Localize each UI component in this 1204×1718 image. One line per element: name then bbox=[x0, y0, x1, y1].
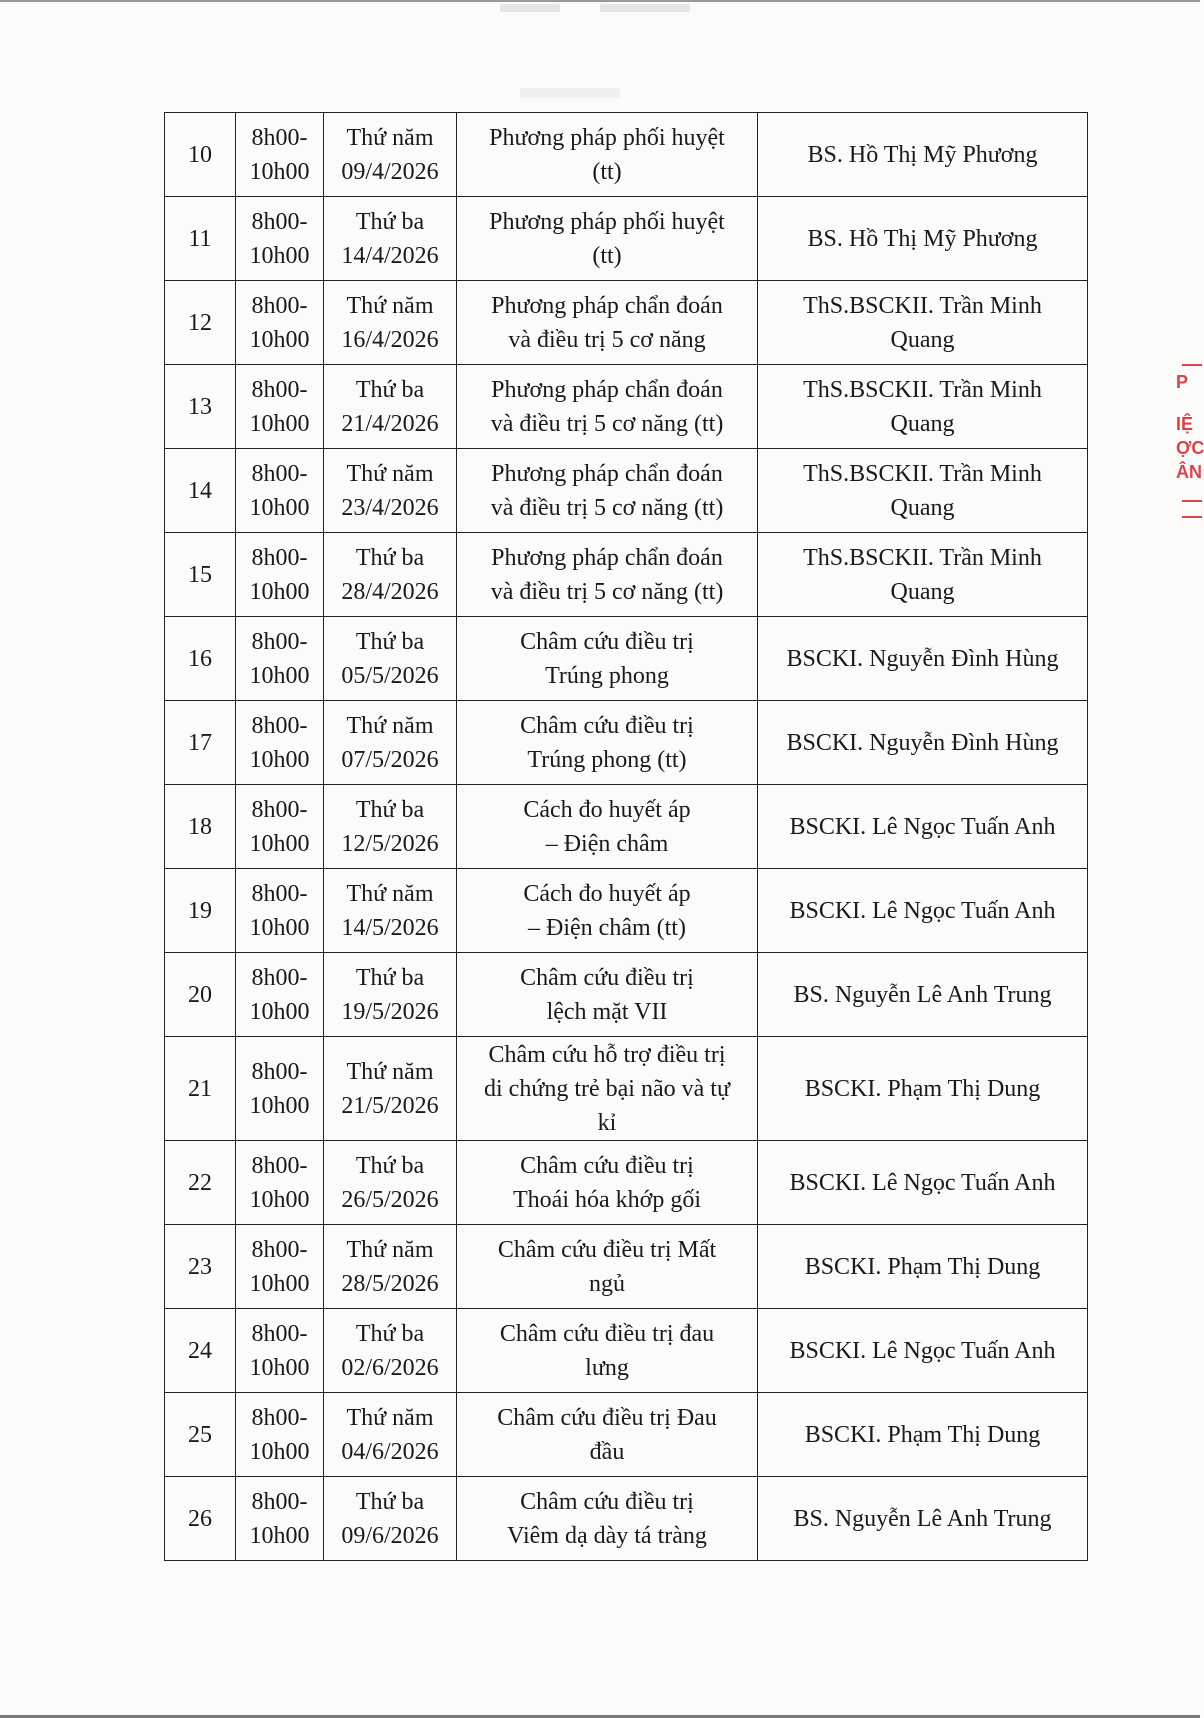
page-top-edge bbox=[0, 0, 1200, 2]
date-line: 07/5/2026 bbox=[341, 746, 439, 773]
time-slot-line: 10h00 bbox=[249, 326, 310, 353]
time-slot-line: 8h00- bbox=[251, 1236, 308, 1263]
time-slot-line: 8h00- bbox=[251, 1058, 308, 1085]
table-row bbox=[165, 281, 1088, 365]
row-number-text: 23 bbox=[188, 1253, 212, 1280]
date-cell bbox=[324, 113, 457, 197]
topic-cell bbox=[457, 533, 758, 617]
row-number-cell bbox=[165, 869, 236, 953]
topic-line: Phương pháp chẩn đoán bbox=[491, 544, 723, 571]
date-cell bbox=[324, 449, 457, 533]
date-line: Thứ ba bbox=[355, 1488, 425, 1515]
row-number-cell bbox=[165, 1477, 236, 1561]
lecturer-cell bbox=[758, 1141, 1088, 1225]
lecturer-cell bbox=[758, 869, 1088, 953]
time-slot-cell bbox=[236, 869, 324, 953]
row-number-text: 26 bbox=[188, 1505, 212, 1532]
time-slot-line: 10h00 bbox=[249, 998, 310, 1025]
row-number-text: 20 bbox=[188, 981, 212, 1008]
lecturer-line: ThS.BSCKII. Trần Minh bbox=[803, 292, 1042, 319]
lecturer-cell bbox=[758, 953, 1088, 1037]
topic-cell bbox=[457, 197, 758, 281]
date-line: Thứ ba bbox=[355, 1152, 425, 1179]
lecturer-line: BSCKI. Lê Ngọc Tuấn Anh bbox=[789, 1337, 1056, 1364]
time-slot-line: 10h00 bbox=[249, 158, 310, 185]
date-line: 19/5/2026 bbox=[341, 998, 439, 1025]
date-line: Thứ năm bbox=[346, 712, 434, 739]
lecturer-cell bbox=[758, 1225, 1088, 1309]
time-slot-cell bbox=[236, 785, 324, 869]
lecturer-line: BSCKI. Nguyễn Đình Hùng bbox=[786, 645, 1059, 672]
table-row bbox=[165, 869, 1088, 953]
date-cell bbox=[324, 1037, 457, 1141]
row-number-cell bbox=[165, 365, 236, 449]
date-line: 26/5/2026 bbox=[341, 1186, 439, 1213]
table-row bbox=[165, 533, 1088, 617]
stamp-text: P bbox=[1176, 372, 1189, 392]
date-cell bbox=[324, 365, 457, 449]
lecturer-line: BS. Hồ Thị Mỹ Phương bbox=[807, 225, 1038, 252]
table-row bbox=[165, 1309, 1088, 1393]
time-slot-line: 10h00 bbox=[249, 410, 310, 437]
topic-line: Cách đo huyết áp bbox=[523, 796, 691, 823]
row-number-cell bbox=[165, 1309, 236, 1393]
topic-line: Trúng phong bbox=[545, 662, 669, 689]
time-slot-line: 10h00 bbox=[249, 578, 310, 605]
time-slot-cell bbox=[236, 1141, 324, 1225]
topic-line: Phương pháp chẩn đoán bbox=[491, 376, 723, 403]
row-number-text: 25 bbox=[188, 1421, 212, 1448]
topic-line: Phương pháp chẩn đoán bbox=[491, 460, 723, 487]
topic-cell bbox=[457, 1393, 758, 1477]
topic-line: ngủ bbox=[589, 1270, 625, 1297]
topic-cell bbox=[457, 869, 758, 953]
stamp-rule bbox=[1182, 500, 1202, 502]
lecturer-cell bbox=[758, 1309, 1088, 1393]
date-line: 09/4/2026 bbox=[341, 158, 439, 185]
topic-cell bbox=[457, 113, 758, 197]
date-line: 14/5/2026 bbox=[341, 914, 439, 941]
time-slot-line: 8h00- bbox=[251, 628, 308, 655]
topic-line: Cách đo huyết áp bbox=[523, 880, 691, 907]
time-slot-line: 10h00 bbox=[249, 1354, 310, 1381]
time-slot-line: 8h00- bbox=[251, 376, 308, 403]
time-slot-cell bbox=[236, 533, 324, 617]
lecturer-cell bbox=[758, 113, 1088, 197]
topic-line: (tt) bbox=[592, 242, 622, 269]
date-line: Thứ năm bbox=[346, 460, 434, 487]
row-number-cell bbox=[165, 785, 236, 869]
date-line: 28/4/2026 bbox=[341, 578, 439, 605]
topic-cell bbox=[457, 953, 758, 1037]
date-cell bbox=[324, 701, 457, 785]
topic-cell bbox=[457, 1477, 758, 1561]
row-number-text: 19 bbox=[188, 897, 212, 924]
time-slot-line: 8h00- bbox=[251, 796, 308, 823]
time-slot-line: 10h00 bbox=[249, 1522, 310, 1549]
topic-line: Phương pháp phối huyệt bbox=[489, 208, 725, 235]
table-row bbox=[165, 617, 1088, 701]
row-number-text: 24 bbox=[188, 1337, 212, 1364]
lecturer-line: BS. Hồ Thị Mỹ Phương bbox=[807, 141, 1038, 168]
date-line: Thứ năm bbox=[346, 880, 434, 907]
topic-line: và điều trị 5 cơ năng (tt) bbox=[490, 578, 724, 605]
time-slot-line: 10h00 bbox=[249, 242, 310, 269]
date-cell bbox=[324, 953, 457, 1037]
scan-smudge bbox=[520, 88, 620, 98]
topic-cell bbox=[457, 1141, 758, 1225]
table-row bbox=[165, 449, 1088, 533]
row-number-cell bbox=[165, 533, 236, 617]
date-cell bbox=[324, 1393, 457, 1477]
date-line: Thứ năm bbox=[346, 1236, 434, 1263]
date-line: Thứ ba bbox=[355, 376, 425, 403]
stamp-text: ÂN bbox=[1176, 462, 1202, 482]
topic-cell bbox=[457, 281, 758, 365]
topic-line: Phương pháp chẩn đoán bbox=[491, 292, 723, 319]
row-number-cell bbox=[165, 1393, 236, 1477]
time-slot-line: 8h00- bbox=[251, 1320, 308, 1347]
topic-cell bbox=[457, 1037, 758, 1141]
table-row bbox=[165, 701, 1088, 785]
date-line: Thứ ba bbox=[355, 964, 425, 991]
date-line: 21/5/2026 bbox=[341, 1092, 439, 1119]
row-number-cell bbox=[165, 1225, 236, 1309]
time-slot-line: 8h00- bbox=[251, 880, 308, 907]
lecturer-cell bbox=[758, 197, 1088, 281]
time-slot-cell bbox=[236, 1393, 324, 1477]
topic-line: – Điện châm bbox=[545, 830, 669, 857]
topic-line: – Điện châm (tt) bbox=[528, 914, 686, 941]
time-slot-line: 10h00 bbox=[249, 914, 310, 941]
date-line: Thứ năm bbox=[346, 292, 434, 319]
date-line: 12/5/2026 bbox=[341, 830, 439, 857]
lecturer-cell bbox=[758, 1037, 1088, 1141]
topic-line: lệch mặt VII bbox=[546, 998, 668, 1025]
red-stamp-fragment bbox=[1172, 360, 1204, 570]
lecturer-line: BSCKI. Phạm Thị Dung bbox=[804, 1421, 1041, 1448]
date-line: Thứ ba bbox=[355, 796, 425, 823]
date-line: 04/6/2026 bbox=[341, 1438, 439, 1465]
row-number-cell bbox=[165, 1141, 236, 1225]
date-line: 16/4/2026 bbox=[341, 326, 439, 353]
topic-cell bbox=[457, 365, 758, 449]
row-number-cell bbox=[165, 1037, 236, 1141]
time-slot-cell bbox=[236, 197, 324, 281]
row-number-cell bbox=[165, 617, 236, 701]
topic-line: Viêm dạ dày tá tràng bbox=[507, 1522, 707, 1549]
date-line: Thứ năm bbox=[346, 124, 434, 151]
time-slot-line: 8h00- bbox=[251, 964, 308, 991]
row-number-cell bbox=[165, 281, 236, 365]
date-line: 09/6/2026 bbox=[341, 1522, 439, 1549]
table-row bbox=[165, 1225, 1088, 1309]
date-line: Thứ ba bbox=[355, 1320, 425, 1347]
time-slot-line: 8h00- bbox=[251, 124, 308, 151]
lecturer-cell bbox=[758, 281, 1088, 365]
date-cell bbox=[324, 869, 457, 953]
topic-line: di chứng trẻ bại não và tự bbox=[484, 1075, 730, 1102]
lecturer-cell bbox=[758, 533, 1088, 617]
row-number-text: 18 bbox=[188, 813, 212, 840]
date-cell bbox=[324, 1141, 457, 1225]
time-slot-cell bbox=[236, 1309, 324, 1393]
scan-smudge bbox=[600, 4, 690, 12]
time-slot-cell bbox=[236, 1037, 324, 1141]
lecturer-line: Quang bbox=[890, 410, 955, 437]
lecturer-line: ThS.BSCKII. Trần Minh bbox=[803, 460, 1042, 487]
table-row bbox=[165, 113, 1088, 197]
lecturer-line: BSCKI. Lê Ngọc Tuấn Anh bbox=[789, 813, 1056, 840]
table-row bbox=[165, 785, 1088, 869]
table-row bbox=[165, 1477, 1088, 1561]
lecturer-cell bbox=[758, 449, 1088, 533]
topic-cell bbox=[457, 701, 758, 785]
date-cell bbox=[324, 785, 457, 869]
date-line: 28/5/2026 bbox=[341, 1270, 439, 1297]
row-number-text: 17 bbox=[188, 729, 212, 756]
row-number-text: 16 bbox=[188, 645, 212, 672]
topic-line: lưng bbox=[585, 1354, 629, 1381]
date-line: 23/4/2026 bbox=[341, 494, 439, 521]
row-number-text: 15 bbox=[188, 561, 212, 588]
time-slot-line: 8h00- bbox=[251, 544, 308, 571]
date-line: 21/4/2026 bbox=[341, 410, 439, 437]
row-number-text: 12 bbox=[188, 309, 212, 336]
row-number-text: 10 bbox=[188, 141, 212, 168]
row-number-cell bbox=[165, 197, 236, 281]
row-number-text: 11 bbox=[188, 225, 212, 252]
time-slot-line: 10h00 bbox=[249, 746, 310, 773]
time-slot-cell bbox=[236, 701, 324, 785]
lecturer-cell bbox=[758, 701, 1088, 785]
date-cell bbox=[324, 533, 457, 617]
time-slot-cell bbox=[236, 449, 324, 533]
time-slot-line: 8h00- bbox=[251, 208, 308, 235]
table-row bbox=[165, 365, 1088, 449]
lecturer-line: BS. Nguyễn Lê Anh Trung bbox=[793, 981, 1052, 1008]
topic-cell bbox=[457, 785, 758, 869]
time-slot-line: 10h00 bbox=[249, 1438, 310, 1465]
date-line: 14/4/2026 bbox=[341, 242, 439, 269]
time-slot-line: 10h00 bbox=[249, 830, 310, 857]
table-row bbox=[165, 953, 1088, 1037]
lecturer-cell bbox=[758, 785, 1088, 869]
stamp-text: ỢC bbox=[1176, 438, 1204, 458]
time-slot-cell bbox=[236, 281, 324, 365]
topic-line: Châm cứu điều trị đau bbox=[499, 1320, 715, 1347]
time-slot-line: 10h00 bbox=[249, 1092, 310, 1119]
row-number-text: 21 bbox=[188, 1075, 212, 1102]
date-line: Thứ năm bbox=[346, 1404, 434, 1431]
date-line: Thứ ba bbox=[355, 628, 425, 655]
time-slot-cell bbox=[236, 1477, 324, 1561]
row-number-cell bbox=[165, 449, 236, 533]
time-slot-cell bbox=[236, 953, 324, 1037]
time-slot-cell bbox=[236, 1225, 324, 1309]
lecturer-line: BS. Nguyễn Lê Anh Trung bbox=[793, 1505, 1052, 1532]
table-row bbox=[165, 1141, 1088, 1225]
time-slot-line: 8h00- bbox=[251, 460, 308, 487]
date-cell bbox=[324, 1225, 457, 1309]
table-row bbox=[165, 1037, 1088, 1141]
date-cell bbox=[324, 197, 457, 281]
topic-line: Châm cứu điều trị bbox=[520, 628, 694, 655]
lecturer-line: ThS.BSCKII. Trần Minh bbox=[803, 544, 1042, 571]
table-row bbox=[165, 1393, 1088, 1477]
date-cell bbox=[324, 281, 457, 365]
lecturer-line: BSCKI. Phạm Thị Dung bbox=[804, 1253, 1041, 1280]
date-line: 02/6/2026 bbox=[341, 1354, 439, 1381]
row-number-cell bbox=[165, 113, 236, 197]
lecturer-cell bbox=[758, 617, 1088, 701]
topic-line: (tt) bbox=[592, 158, 622, 185]
topic-line: Châm cứu điều trị Mất bbox=[497, 1236, 717, 1263]
date-cell bbox=[324, 1309, 457, 1393]
lecturer-cell bbox=[758, 1477, 1088, 1561]
topic-line: Châm cứu điều trị bbox=[520, 964, 694, 991]
table-row bbox=[165, 197, 1088, 281]
schedule-table bbox=[164, 112, 1088, 1561]
topic-cell bbox=[457, 449, 758, 533]
lecturer-line: BSCKI. Lê Ngọc Tuấn Anh bbox=[789, 897, 1056, 924]
time-slot-line: 8h00- bbox=[251, 712, 308, 739]
lecturer-line: BSCKI. Nguyễn Đình Hùng bbox=[786, 729, 1059, 756]
date-cell bbox=[324, 617, 457, 701]
time-slot-line: 10h00 bbox=[249, 494, 310, 521]
topic-cell bbox=[457, 617, 758, 701]
topic-line: Châm cứu điều trị Đau bbox=[497, 1404, 717, 1431]
time-slot-line: 8h00- bbox=[251, 1152, 308, 1179]
time-slot-cell bbox=[236, 617, 324, 701]
topic-line: đầu bbox=[589, 1438, 625, 1465]
lecturer-line: BSCKI. Lê Ngọc Tuấn Anh bbox=[789, 1169, 1056, 1196]
topic-cell bbox=[457, 1225, 758, 1309]
topic-line: và điều trị 5 cơ năng (tt) bbox=[490, 494, 724, 521]
row-number-cell bbox=[165, 953, 236, 1037]
topic-line: Châm cứu điều trị bbox=[520, 1488, 694, 1515]
schedule-body bbox=[165, 113, 1088, 1561]
time-slot-line: 8h00- bbox=[251, 1488, 308, 1515]
lecturer-cell bbox=[758, 365, 1088, 449]
row-number-cell bbox=[165, 701, 236, 785]
topic-line: Châm cứu điều trị bbox=[520, 712, 694, 739]
topic-line: và điều trị 5 cơ năng bbox=[508, 326, 706, 353]
time-slot-line: 10h00 bbox=[249, 1186, 310, 1213]
stamp-rule bbox=[1182, 516, 1202, 518]
topic-line: kỉ bbox=[597, 1109, 617, 1136]
topic-line: Châm cứu điều trị bbox=[520, 1152, 694, 1179]
stamp-text: IỆ bbox=[1176, 414, 1194, 434]
topic-line: Thoái hóa khớp gối bbox=[513, 1186, 701, 1213]
date-cell bbox=[324, 1477, 457, 1561]
row-number-text: 14 bbox=[188, 477, 212, 504]
time-slot-line: 10h00 bbox=[249, 662, 310, 689]
time-slot-line: 10h00 bbox=[249, 1270, 310, 1297]
lecturer-line: BSCKI. Phạm Thị Dung bbox=[804, 1075, 1041, 1102]
time-slot-line: 8h00- bbox=[251, 292, 308, 319]
date-line: Thứ năm bbox=[346, 1058, 434, 1085]
stamp-rule bbox=[1182, 364, 1202, 366]
topic-line: Trúng phong (tt) bbox=[527, 746, 687, 773]
time-slot-cell bbox=[236, 113, 324, 197]
topic-line: Phương pháp phối huyệt bbox=[489, 124, 725, 151]
lecturer-line: Quang bbox=[890, 578, 955, 605]
time-slot-cell bbox=[236, 365, 324, 449]
topic-line: Châm cứu hỗ trợ điều trị bbox=[488, 1041, 726, 1068]
lecturer-cell bbox=[758, 1393, 1088, 1477]
date-line: Thứ ba bbox=[355, 208, 425, 235]
row-number-text: 13 bbox=[188, 393, 212, 420]
date-line: Thứ ba bbox=[355, 544, 425, 571]
lecturer-line: ThS.BSCKII. Trần Minh bbox=[803, 376, 1042, 403]
topic-cell bbox=[457, 1309, 758, 1393]
date-line: 05/5/2026 bbox=[341, 662, 439, 689]
row-number-text: 22 bbox=[188, 1169, 212, 1196]
lecturer-line: Quang bbox=[890, 494, 955, 521]
time-slot-line: 8h00- bbox=[251, 1404, 308, 1431]
lecturer-line: Quang bbox=[890, 326, 955, 353]
topic-line: và điều trị 5 cơ năng (tt) bbox=[490, 410, 724, 437]
scan-smudge bbox=[500, 4, 560, 12]
